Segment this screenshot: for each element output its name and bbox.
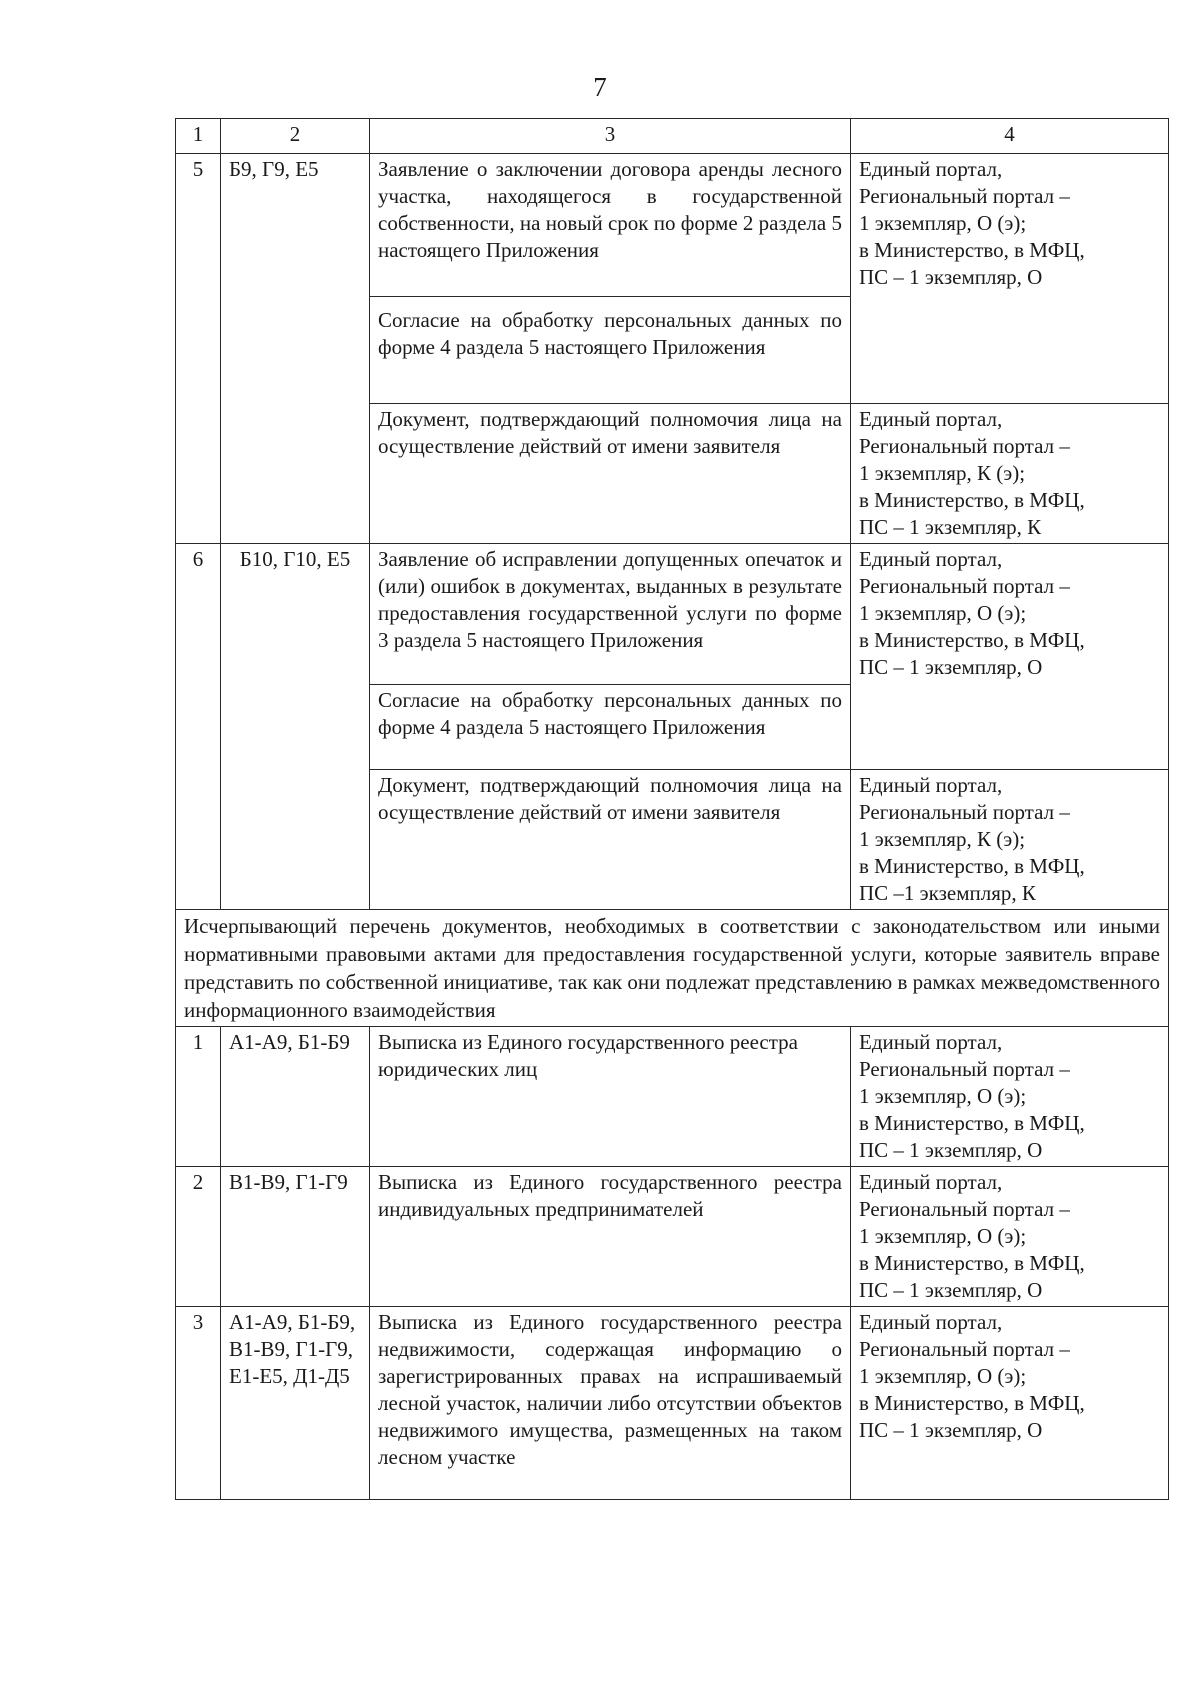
submission-line: 1 экземпляр, К (э); — [859, 827, 1026, 851]
submission-line: 1 экземпляр, О (э); — [859, 1084, 1027, 1108]
applicant-codes: А1-А9, Б1-Б9 — [221, 1027, 370, 1167]
submission-line: Единый портал, — [859, 1310, 1003, 1334]
submission-line: Региональный портал – — [859, 574, 1070, 598]
submission-line: Единый портал, — [859, 547, 1003, 571]
submission-line: Единый портал, — [859, 157, 1003, 181]
page-number: 7 — [593, 72, 607, 102]
submission-line: Региональный портал – — [859, 434, 1070, 458]
submission-line: в Министерство, в МФЦ, — [859, 1391, 1085, 1415]
submission-line: Региональный портал – — [859, 1057, 1070, 1081]
submission-line: ПС – 1 экземпляр, О — [859, 265, 1043, 289]
submission-method — [851, 1167, 1169, 1307]
submission-line: в Министерство, в МФЦ, — [859, 1111, 1085, 1135]
submission-method — [851, 770, 1169, 910]
applicant-codes: А1-А9, Б1-Б9, В1-В9, Г1-Г9, Е1-Е5, Д1-Д5 — [221, 1307, 370, 1500]
submission-line: ПС –1 экземпляр, К — [859, 881, 1036, 905]
submission-line: Региональный портал – — [859, 800, 1070, 824]
submission-method — [851, 1027, 1169, 1167]
submission-line: Единый портал, — [859, 1170, 1003, 1194]
table-header-row — [176, 119, 1169, 154]
applicant-codes: Б10, Г10, Е5 — [221, 544, 370, 910]
submission-line: в Министерство, в МФЦ, — [859, 238, 1085, 262]
submission-line: 1 экземпляр, О (э); — [859, 1364, 1027, 1388]
document-name: Выписка из Единого государственного реестра юридических лиц — [370, 1027, 851, 1167]
submission-method — [851, 154, 1169, 404]
header-col-4: 4 — [851, 119, 1169, 154]
submission-line: в Министерство, в МФЦ, — [859, 628, 1085, 652]
submission-line: в Министерство, в МФЦ, — [859, 1251, 1085, 1275]
submission-line: 1 экземпляр, К (э); — [859, 461, 1026, 485]
submission-line: Единый портал, — [859, 407, 1003, 431]
row-number: 6 — [176, 544, 221, 910]
section-heading-row — [176, 910, 1169, 1027]
row-number: 5 — [176, 154, 221, 544]
table-row — [176, 1167, 1169, 1307]
document-name: Заявление об исправлении допущенных опечаток и (или) ошибок в документах, выданных в результате предоставления государственной услуги по форме 3 раздела 5 настоящего Приложения — [370, 544, 851, 685]
table-row — [176, 544, 1169, 685]
submission-line: ПС – 1 экземпляр, О — [859, 1418, 1043, 1442]
row-number: 2 — [176, 1167, 221, 1307]
applicant-codes: Б9, Г9, Е5 — [221, 154, 370, 544]
table-row — [176, 1027, 1169, 1167]
submission-line: Единый портал, — [859, 1030, 1003, 1054]
table-row — [176, 1307, 1169, 1500]
submission-line: 1 экземпляр, О (э); — [859, 601, 1027, 625]
row-number: 3 — [176, 1307, 221, 1500]
row-number: 1 — [176, 1027, 221, 1167]
submission-line: Региональный портал – — [859, 1337, 1070, 1361]
submission-line: в Министерство, в МФЦ, — [859, 854, 1085, 878]
header-col-1: 1 — [176, 119, 221, 154]
document-name: Выписка из Единого государственного реестра индивидуальных предпринимателей — [370, 1167, 851, 1307]
header-col-2: 2 — [221, 119, 370, 154]
submission-line: в Министерство, в МФЦ, — [859, 488, 1085, 512]
document-name: Документ, подтверждающий полномочия лица на осуществление действий от имени заявителя — [370, 404, 851, 544]
header-col-3: 3 — [370, 119, 851, 154]
interagency-heading: Исчерпывающий перечень документов, необходимых в соответствии с законодательством или иными нормативными правовыми актами для предоставления государственной услуги, которые заявитель вправе представить по собственной инициативе, так как они подлежат представлению в рамках межведомственного информационного взаимодействия — [176, 910, 1169, 1027]
submission-line: 1 экземпляр, О (э); — [859, 211, 1027, 235]
submission-line: Единый портал, — [859, 773, 1003, 797]
submission-method — [851, 404, 1169, 544]
submission-line: ПС – 1 экземпляр, О — [859, 1278, 1043, 1302]
document-name: Согласие на обработку персональных данных по форме 4 раздела 5 настоящего Приложения — [370, 685, 851, 770]
submission-method — [851, 544, 1169, 770]
submission-line: ПС – 1 экземпляр, К — [859, 515, 1042, 539]
submission-line: ПС – 1 экземпляр, О — [859, 1138, 1043, 1162]
applicant-codes: В1-В9, Г1-Г9 — [221, 1167, 370, 1307]
documents-table — [175, 118, 1169, 1500]
submission-line: Региональный портал – — [859, 1197, 1070, 1221]
submission-line: 1 экземпляр, О (э); — [859, 1224, 1027, 1248]
submission-line: ПС – 1 экземпляр, О — [859, 655, 1043, 679]
submission-method — [851, 1307, 1169, 1500]
document-name: Согласие на обработку персональных данных по форме 4 раздела 5 настоящего Приложения — [370, 297, 851, 404]
table-row — [176, 154, 1169, 297]
document-name: Заявление о заключении договора аренды лесного участка, находящегося в государственной собственности, на новый срок по форме 2 раздела 5 настоящего Приложения — [370, 154, 851, 297]
document-name: Документ, подтверждающий полномочия лица на осуществление действий от имени заявителя — [370, 770, 851, 910]
document-name: Выписка из Единого государственного реестра недвижимости, содержащая информацию о зарегистрированных правах на испрашиваемый лесной участок, наличии либо отсутствии объектов недвижимого имущества, размещенных на таком лесном участке — [370, 1307, 851, 1500]
submission-line: Региональный портал – — [859, 184, 1070, 208]
